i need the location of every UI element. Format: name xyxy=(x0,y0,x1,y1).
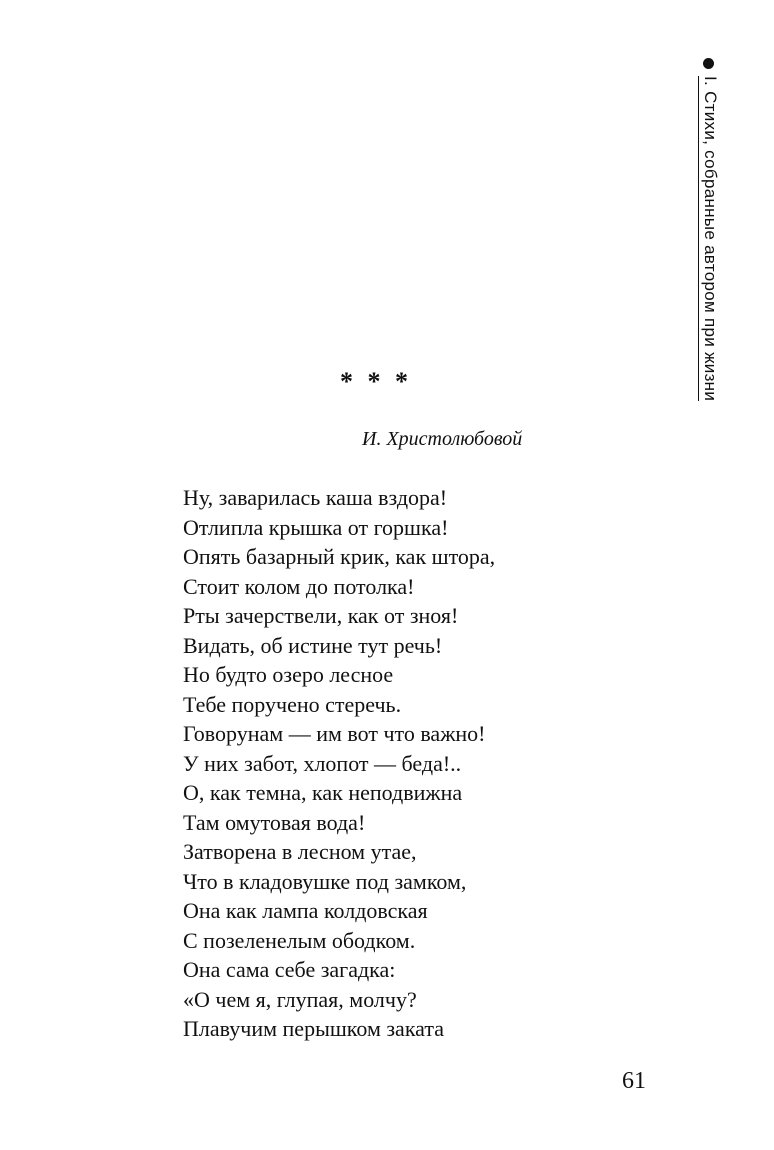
poem-line: Но будто озеро лесное xyxy=(183,662,394,687)
page-number: 61 xyxy=(622,1068,646,1094)
dedication: И. Христолюбовой xyxy=(362,428,523,450)
poem-line: Опять базарный крик, как штора, xyxy=(183,544,496,569)
poem-line: О, как темна, как неподвижна xyxy=(183,780,463,805)
poem-line: Рты зачерствели, как от зноя! xyxy=(183,603,459,628)
poem-line: Тебе поручено стеречь. xyxy=(183,691,402,717)
poem-line: «О чем я, глупая, молчу? xyxy=(183,986,417,1012)
poem-line: Ну, заварилась каша вздора! xyxy=(183,485,448,510)
poem-line: Затворена в лесном утае, xyxy=(183,839,417,864)
poem-line: Видать, об истине тут речь! xyxy=(183,632,443,658)
poem-line: Что в кладовушке под замком, xyxy=(183,868,467,894)
poem-line: Говорунам — им вот что важно! xyxy=(183,721,486,746)
poem-line: Она как лампа колдовская xyxy=(183,898,428,923)
poem-line: У них забот, хлопот — беда!.. xyxy=(183,750,462,776)
poem-line: Стоит колом до потолка! xyxy=(183,573,415,599)
running-header-text: I. Стихи, собранные автором при жизни xyxy=(698,76,720,401)
running-header xyxy=(690,58,726,402)
poem-line: Отлипла крышка от горшка! xyxy=(183,514,449,540)
poem-line: Плавучим перышком заката xyxy=(183,1016,445,1041)
poem-line: Она сама себе загадка: xyxy=(183,957,396,982)
section-mark: * * * xyxy=(340,367,412,396)
running-header-rotated xyxy=(698,58,720,401)
poem-line: Там омутовая вода! xyxy=(183,809,366,835)
filled-circle-icon xyxy=(704,58,715,69)
poem xyxy=(183,483,495,1044)
poem-line: С позеленелым ободком. xyxy=(183,927,416,953)
